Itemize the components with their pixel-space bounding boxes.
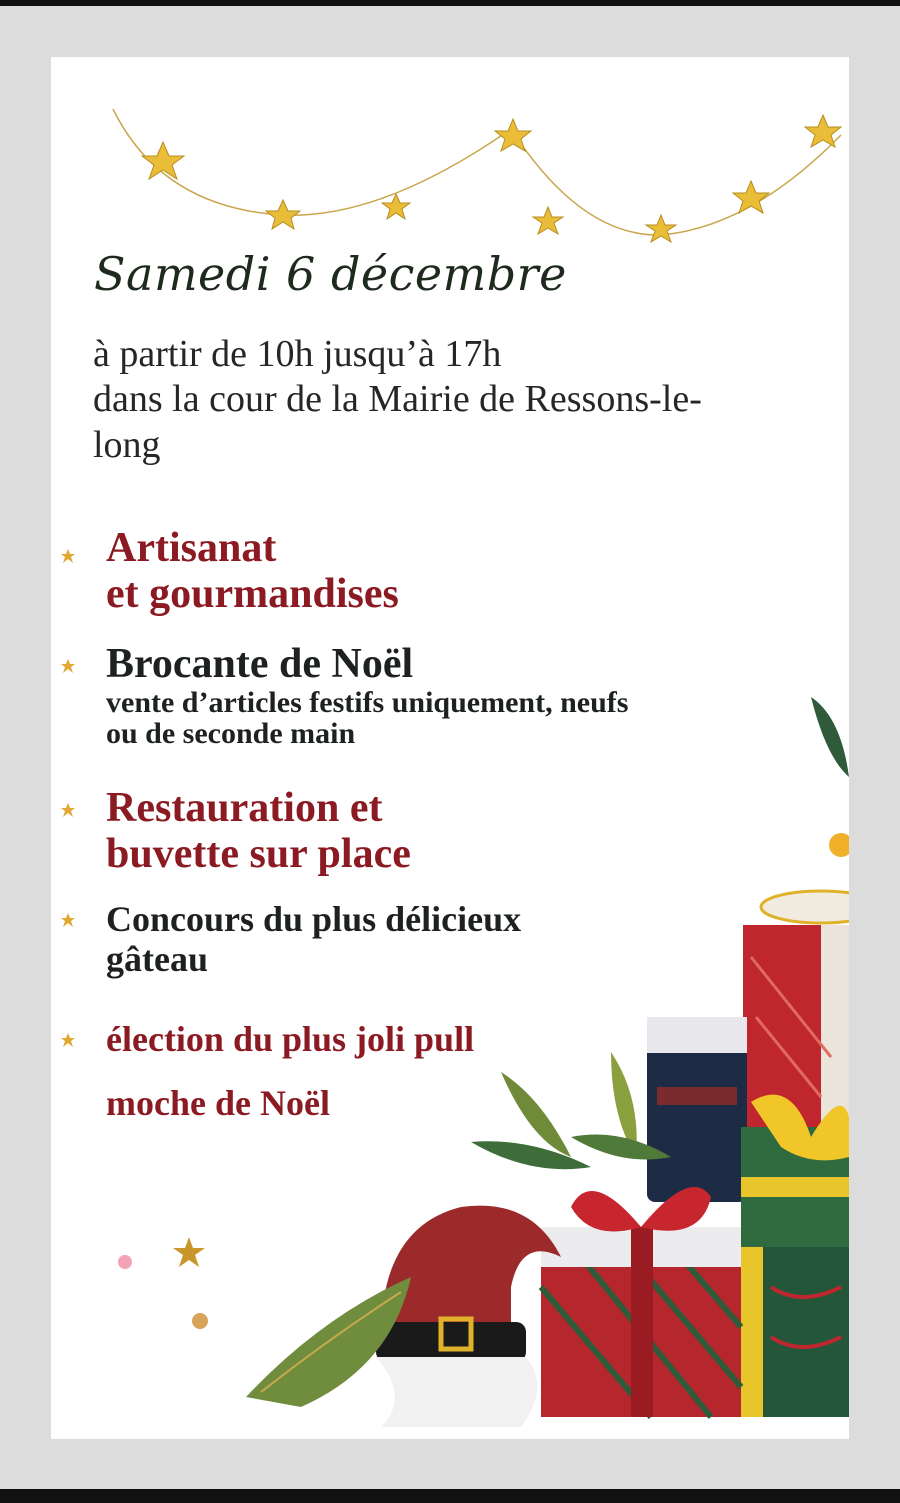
activity-title-continued: buvette sur place [106, 831, 411, 877]
event-place-continued: long [93, 424, 161, 466]
activity-title-continued: moche de Noël [106, 1083, 330, 1123]
confetti-dot [118, 1255, 132, 1269]
activity-title: Brocante de Noël [106, 641, 414, 687]
activity-title: Artisanat [106, 525, 277, 571]
event-date-title: Samedi 6 décembre [94, 247, 567, 301]
christmas-gifts-illustration [51, 57, 849, 1439]
activity-title-continued: et gourmandises [106, 571, 399, 617]
event-poster [51, 57, 849, 1439]
screen-bottom-bar [0, 1489, 900, 1503]
stocking [647, 1042, 747, 1202]
activity-title: Restauration et [106, 785, 383, 831]
confetti-dot [192, 1313, 208, 1329]
activity-detail: vente d’articles festifs uniquement, neufs [106, 686, 629, 719]
holly-leaf [471, 1141, 591, 1169]
activity-detail-continued: ou de seconde main [106, 717, 356, 750]
screen-top-bar [0, 0, 900, 6]
event-time: à partir de 10h jusqu’à 17h [93, 333, 502, 375]
confetti-star [173, 1237, 205, 1267]
activity-title: élection du plus joli pull [106, 1019, 475, 1059]
gold-ornament [829, 833, 849, 857]
round-box-lid [761, 891, 849, 923]
activity-title: Concours du plus délicieux [106, 899, 522, 939]
event-place: dans la cour de la Mairie de Ressons-le- [93, 378, 702, 420]
holly-leaf [811, 697, 849, 777]
gift-bow [571, 1187, 711, 1232]
activity-title-continued: gâteau [106, 939, 208, 979]
